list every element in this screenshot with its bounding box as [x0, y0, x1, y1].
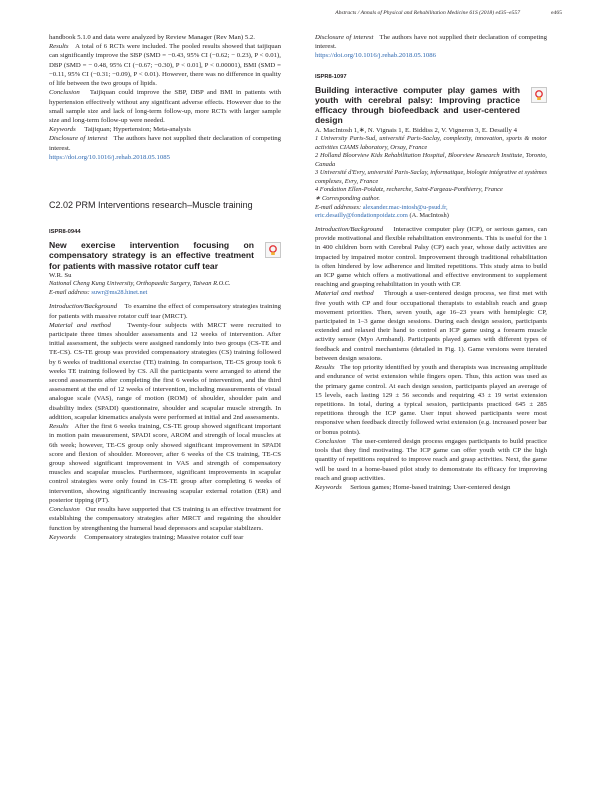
disclosure-label: Disclosure of interest	[315, 34, 374, 41]
abstract-title: New exercise intervention focusing on compensatory strategy is an effective treatment for patients with massive rotator cuff tear	[49, 240, 254, 271]
intro-text: To examine the effect of compensatory strategies training for patients with massive rotator cuff tear (MRCT).	[49, 303, 281, 320]
results-paragraph	[315, 363, 547, 437]
abstract-id: ISPR8-0944	[49, 229, 81, 236]
left-column	[49, 33, 281, 542]
intro-paragraph	[49, 302, 281, 320]
section-title: C2.02 PRM Interventions research–Muscle training	[49, 200, 253, 211]
conclusion-label: Conclusion	[49, 89, 80, 97]
check-for-updates-icon[interactable]	[265, 242, 281, 258]
conclusion-paragraph	[49, 505, 281, 533]
right-column	[315, 33, 547, 492]
keywords-paragraph	[49, 533, 281, 542]
conclusion-text: The user-centered design process engages participants to build practice tools that they find motivating. The ICP game can offer youth with CP the high quantity of repetitions required to improve reach and grasp activities. Next, the game will be used in a home-based pilot study to demonstrate its efficacy for improving reach and grasp activities.	[315, 437, 548, 482]
intro-text: Interactive computer play (ICP), or serious games, can provide motivational and flexible rehabilitation environments. This is useful for the 1 in 400 children born with Cerebral Palsy (CP) each year, whose daily activities are impacted by impaired motor control. Improvement through traditional rehabilitation is often hindered by low adherence and limited repetitions. This study aims to build an ICP game which offers a motivational and effective environment to supplement reaching and grasping rehabilitation in youth with CP.	[315, 225, 548, 289]
intro-label: Introduction/Background	[49, 303, 118, 311]
affiliation-1: 1 University Paris-Sud, université Paris-Saclay, complexity, innovation, sports & motor activities CIAMS laboratory, Orsay, France	[315, 134, 547, 151]
results-text: After the first 6 weeks training, CS-TE group showed significant important in motion pain measurement, SPADI score, AROM and strength of local muscles at 6th week; however, TE-CS group only showed significant improvement in SPADI score and flexion of shoulder. Moreover, after 6 weeks of the CS training, TE-CS group showed significant improvement in VAS and strength of compensatory muscles and scapular muscles. Furthermore, significant improvements in scapular control strategies were only found in CS-TE group after completing 6 weeks of intervention, showing significantly increasing scapular external rotation (ER) and posterior tipping (PT).	[49, 423, 282, 504]
conclusion-text: Taijiquan could improve the SBP, DBP and BMI in patients with hypertension effectively without any significant adverse effects. However due to the small sample size and lack of long-term follow-up, more RCTs with larger sample size and long-term follow-up were needed.	[49, 89, 281, 124]
conclusion-paragraph	[49, 88, 281, 125]
results-label: Results	[315, 364, 335, 372]
keywords-paragraph	[49, 125, 281, 134]
email-line-2	[315, 212, 547, 221]
email-link[interactable]: suwr@ms28.hinet.net	[91, 288, 148, 296]
results-text: The top priority identified by youth and therapists was increasing amplitude and endurance of wrist extension while fingers open. Thus, this action was used as the primary game control. At each design session, participants played an average of 15 levels, each lasting 129 ± 56 seconds and requiring 43 ± 19 wrist extension repetitions. In total, during a typical session, participants practiced 645 ± 285 repetitions through the ICP game. User input showed participants were most responsive when feedback directly followed wrist extension (e.g. increased power bar or bonus points).	[315, 364, 548, 436]
keywords-label: Keywords	[315, 483, 342, 491]
corresponding-author: ∗ Corresponding author.	[315, 195, 380, 203]
email-link-2[interactable]: eric.desailly@fondationpoidatz.com	[315, 212, 408, 220]
method-paragraph	[49, 321, 281, 422]
keywords-paragraph	[315, 483, 547, 492]
conclusion-paragraph	[315, 437, 547, 483]
email-link-1[interactable]: alexander.mac-intosh@u-psud.fr,	[362, 203, 448, 211]
check-for-updates-icon[interactable]	[531, 87, 547, 103]
affiliation-2: 2 Holland Bloorview Kids Rehabilitation Hospital, Bloorview Research Institute, Toronto, Canada	[315, 152, 547, 168]
affiliation: National Cheng Kung University, Orthopaedic Surgery, Taiwan R.O.C.	[49, 280, 231, 288]
abstract-title: Building interactive computer play games with youth with cerebral palsy: Improving practice efficacy through biofeedback and user-centered design	[315, 84, 520, 126]
email-owner: (A. MacIntosh)	[409, 212, 449, 220]
paragraph: handbook 5.1.0 and data were analyzed by Review Manager (Rev Man) 5.2.	[49, 34, 255, 41]
disclosure-text: The authors have not supplied their declaration of competing interest.	[315, 34, 548, 51]
results-paragraph	[49, 422, 281, 505]
keywords-label: Keywords	[49, 533, 76, 541]
method-paragraph	[315, 289, 547, 363]
abstract-id: ISPR8-1097	[315, 73, 347, 80]
keywords-text: Compensatory strategies training; Massive rotator cuff tear	[84, 533, 244, 541]
affiliation-4: 4 Fondation Ellen-Poidatz, recherche, Saint-Fargeau-Ponthierry, France	[315, 186, 503, 194]
keywords-label: Keywords	[49, 126, 76, 134]
page-number: e465	[551, 10, 562, 16]
author: W.R. Su	[49, 271, 72, 279]
email-label: E-mail address:	[49, 288, 90, 296]
email-line	[315, 204, 547, 213]
results-label: Results	[49, 423, 69, 431]
disclosure-label: Disclosure of interest	[49, 135, 108, 143]
email-line	[49, 289, 281, 298]
results-label: Results	[49, 43, 69, 51]
disclosure-paragraph	[49, 134, 281, 152]
intro-paragraph	[315, 225, 547, 290]
method-label: Material and method	[49, 321, 111, 329]
method-text: Twenty-four subjects with MRCT were recruited to participate three times shoulder assessments and 12 weeks of intervention. After initial assessment, the subjects were assigned randomly into two groups (CS-TE and TE-CS). CS-TE group was provided compensatory strategies (CS) training followed by 6 weeks of traditional exercise (TE) training. In comparison, TE-CS group took 6 weeks TE training followed by CS. All the participants were arranged to attend the second assessments after completing the first 6 weeks of intervention, and the third assessment at the end of 12 weeks of intervention, including measurements of visual analogue scale (VAS), range of motion (ROM) of shoulder, shoulder pain and disability index (SPADI) questionnaire, shoulder and scapular muscle strength. In addition, scapular kinematics analysis were performed at initial and 2nd assessments.	[49, 321, 281, 421]
doi-link[interactable]: https://doi.org/10.1016/j.rehab.2018.05.1086	[315, 52, 436, 60]
disclosure-text: The authors have not supplied their declaration of competing interest.	[49, 135, 282, 152]
affiliation-3: 3 Université d'Evry, université Paris-Saclay, informatique, biologie intégrative et systèmes complexes, Evry, France	[315, 169, 547, 185]
conclusion-label: Conclusion	[49, 506, 80, 514]
running-header	[70, 10, 562, 22]
doi-link[interactable]: https://doi.org/10.1016/j.rehab.2018.05.1085	[49, 153, 170, 161]
results-text: A total of 6 RCTs were included. The pooled results showed that taijiquan can significantly improve the SBP (SMD = −0.43, 95% CI (−0.62; − 0.23), P < 0.01), DBP (SMD = − 0.48, 95% CI (−0.67; −0.30), P < 0.01], P < 0.00001), BMI (SMD = −0.11, 95% CI (−0.31; −0.09), P < 0.01). However, there was no difference in quality of life between the two groups of lipids.	[49, 43, 281, 88]
keywords-text: Taijiquan; Hypertension; Meta-analysis	[84, 126, 191, 134]
conclusion-text: Our results have supported that CS training is an effective treatment for establishing the compensatory strategies after MRCT and regaining the shoulder function by strengthening the humeral head depressors and scapular stabilizers.	[49, 506, 281, 532]
method-label: Material and method	[315, 290, 374, 298]
journal-citation: Abstracts / Annals of Physical and Rehabilitation Medicine 61S (2018) e435–e557	[335, 10, 520, 16]
keywords-text: Serious games; Home-based training; User-centered design	[350, 483, 511, 491]
method-text: Through a user-centered design process, we first met with five youth with CP and four occupational therapists to establish reach and grasp movement priorities. Then, seven youth, age 16–23 years with hemiplegic CP, participated in 1–3 game design sessions. During each design session, participants extended and relaxed their hand to control an ICP game using a forearm muscle activity sensor (Myo Armband). Participants played games with different types of feedback and control mechanisms (detailed in Fig. 1). Game versions were iterated between design sessions.	[315, 290, 547, 362]
results-paragraph	[49, 42, 281, 88]
authors: A. MacIntosh 1,∗, N. Vignais 1, E. Biddiss 2, V. Vigneron 3, E. Desailly 4	[315, 126, 517, 134]
intro-label: Introduction/Background	[315, 225, 384, 233]
email-label: E-mail addresses:	[315, 203, 362, 211]
conclusion-label: Conclusion	[315, 437, 346, 445]
disclosure-paragraph	[315, 33, 547, 51]
